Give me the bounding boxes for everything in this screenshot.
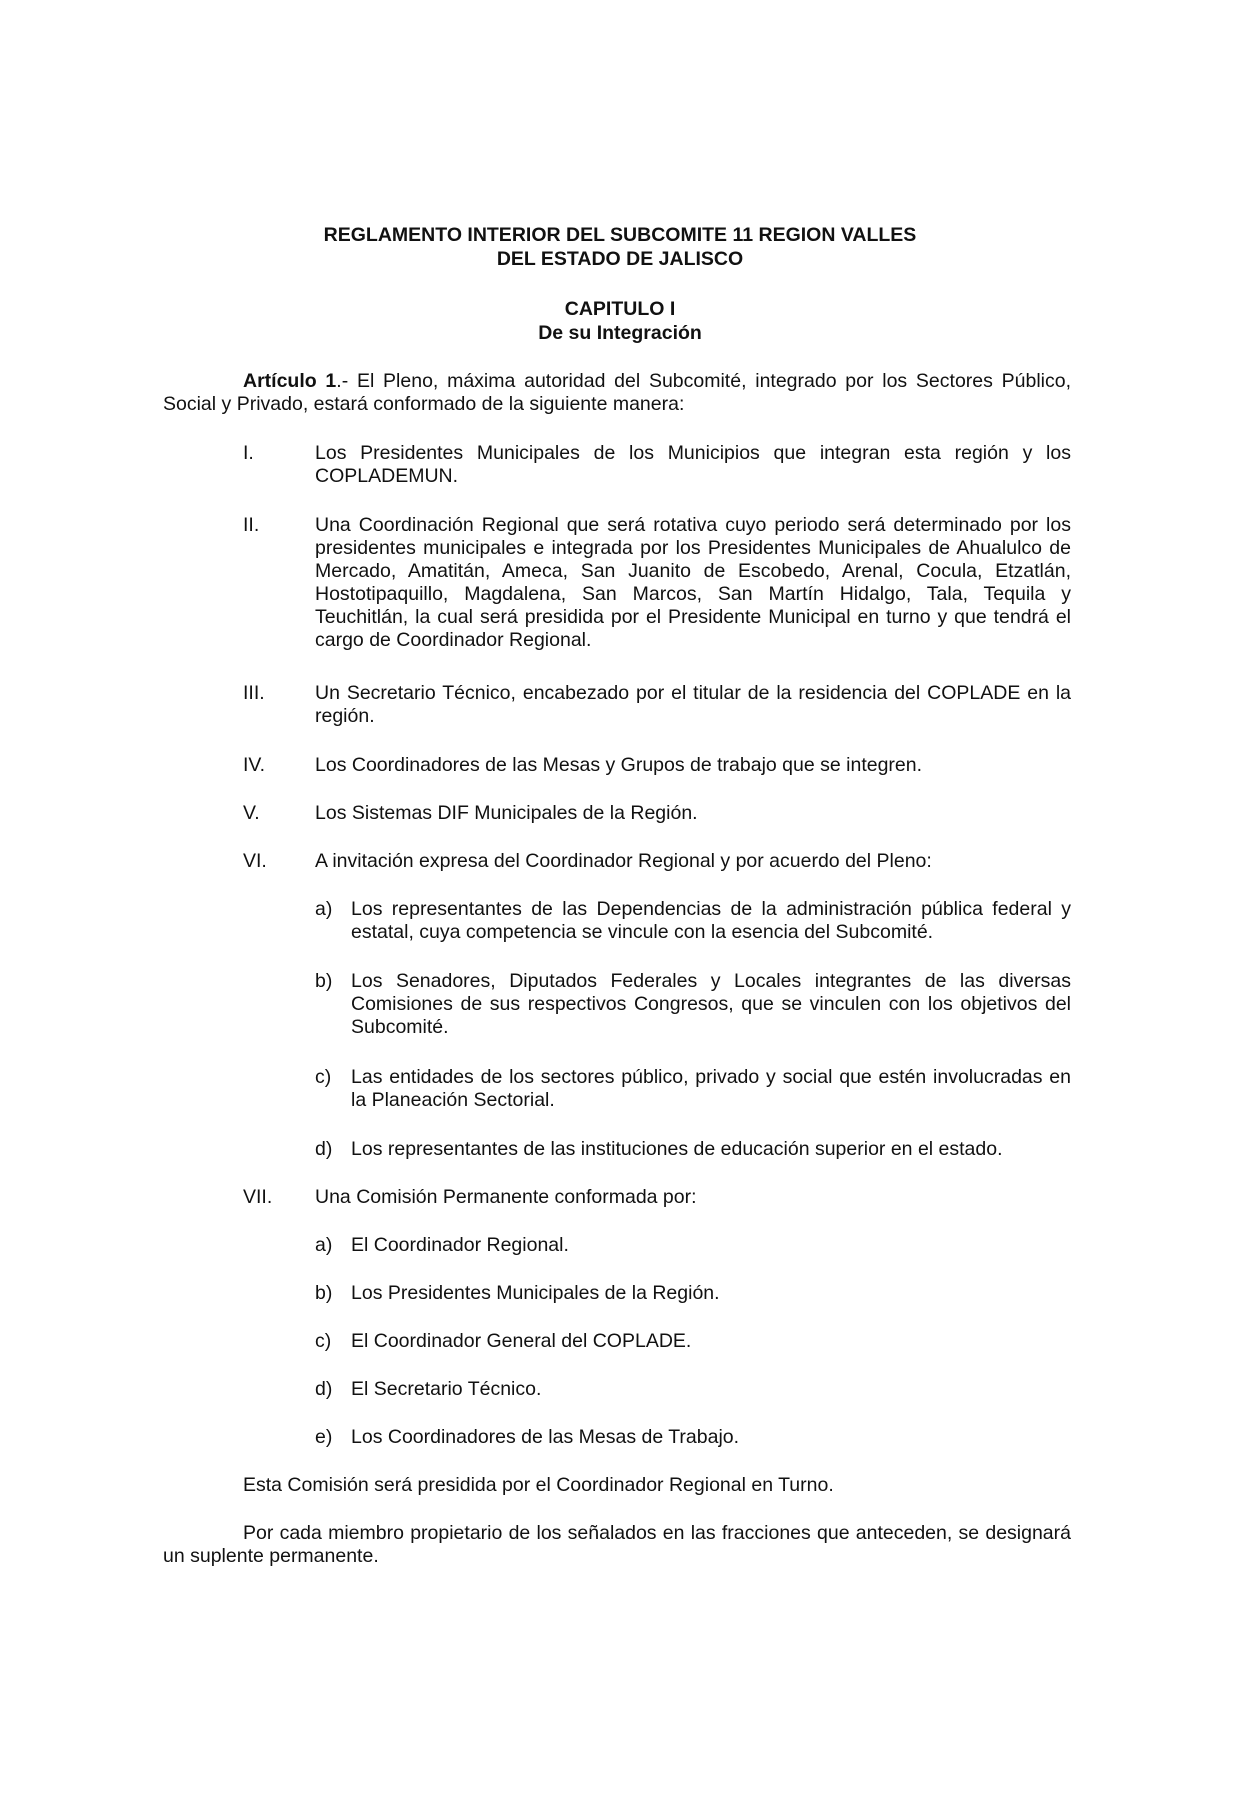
subitem-text: Los Presidentes Municipales de la Región. xyxy=(351,1282,720,1304)
fraction-number: II. xyxy=(243,514,260,536)
subitem-letter: d) xyxy=(315,1378,333,1400)
fraction-text: Los Presidentes Municipales de los Municipios que integran esta región y los COPLADEMUN. xyxy=(315,442,1071,487)
subitem-letter: e) xyxy=(315,1426,333,1448)
commission-note: Esta Comisión será presidida por el Coordinador Regional en Turno. xyxy=(243,1474,834,1496)
fraction-text: Una Coordinación Regional que será rotativa cuyo periodo será determinado por los presidentes municipales e integrada por los Presidentes Municipales de Ahualulco de Mercado, Amatitán, Ameca, San Juanito de Escobedo, Arenal, Cocula, Etzatlán, Hostotipaquillo, Magdalena, San Marcos, San Martín Hidalgo, Tala, Tequila y Teuchitlán, la cual será presidida por el Presidente Municipal en turno y que tendrá el cargo de Coordinador Regional. xyxy=(315,514,1071,651)
subitem-text: Los representantes de las instituciones de educación superior en el estado. xyxy=(351,1138,1003,1160)
chapter-subtitle: De su Integración xyxy=(538,322,702,344)
subitem-letter: a) xyxy=(315,1234,333,1256)
fraction-text: Una Comisión Permanente conformada por: xyxy=(315,1186,697,1208)
fraction-text: A invitación expresa del Coordinador Regional y por acuerdo del Pleno: xyxy=(315,850,932,872)
article-1-text: .- El Pleno, máxima autoridad del Subcomité, integrado por los Sectores Público, Social y Privado, estará conformado de la siguiente manera: xyxy=(163,370,1072,415)
subitem-letter: c) xyxy=(315,1066,332,1088)
subitem-text: El Coordinador Regional. xyxy=(351,1234,569,1256)
document-title-line2: DEL ESTADO DE JALISCO xyxy=(496,248,744,270)
subitem-letter: a) xyxy=(315,898,333,920)
subitem-letter: b) xyxy=(315,970,333,992)
substitute-note: Por cada miembro propietario de los señalados en las fracciones que anteceden, se designará un suplente permanente. xyxy=(163,1522,1071,1567)
fraction-text: Los Coordinadores de las Mesas y Grupos de trabajo que se integren. xyxy=(315,754,923,776)
subitem-text: Los Coordinadores de las Mesas de Trabajo. xyxy=(351,1426,740,1448)
document-title-line1: REGLAMENTO INTERIOR DEL SUBCOMITE 11 REGION VALLES xyxy=(323,224,917,246)
subitem-text: El Secretario Técnico. xyxy=(351,1378,542,1400)
article-1-paragraph xyxy=(163,370,1071,416)
subitem-letter: d) xyxy=(315,1138,333,1160)
subitem-letter: b) xyxy=(315,1282,333,1304)
article-1-label: Artículo 1 xyxy=(243,370,337,392)
fraction-text: Los Sistemas DIF Municipales de la Región. xyxy=(315,802,698,824)
subitem-text: Las entidades de los sectores público, privado y social que estén involucradas en la Planeación Sectorial. xyxy=(351,1066,1071,1111)
subitem-text: Los Senadores, Diputados Federales y Locales integrantes de las diversas Comisiones de sus respectivos Congresos, que se vinculen con los objetivos del Subcomité. xyxy=(351,970,1071,1038)
subitem-text: Los representantes de las Dependencias de la administración pública federal y estatal, cuya competencia se vincule con la esencia del Subcomité. xyxy=(351,898,1071,943)
fraction-number: IV. xyxy=(243,754,266,776)
fraction-text: Un Secretario Técnico, encabezado por el titular de la residencia del COPLADE en la región. xyxy=(315,682,1071,727)
fraction-number: III. xyxy=(243,682,265,704)
fraction-number: V. xyxy=(243,802,260,824)
fraction-number: VI. xyxy=(243,850,267,872)
fraction-number: VII. xyxy=(243,1186,273,1208)
chapter-heading: CAPITULO I xyxy=(564,298,676,320)
fraction-number: I. xyxy=(243,442,254,464)
subitem-letter: c) xyxy=(315,1330,332,1352)
subitem-text: El Coordinador General del COPLADE. xyxy=(351,1330,692,1352)
